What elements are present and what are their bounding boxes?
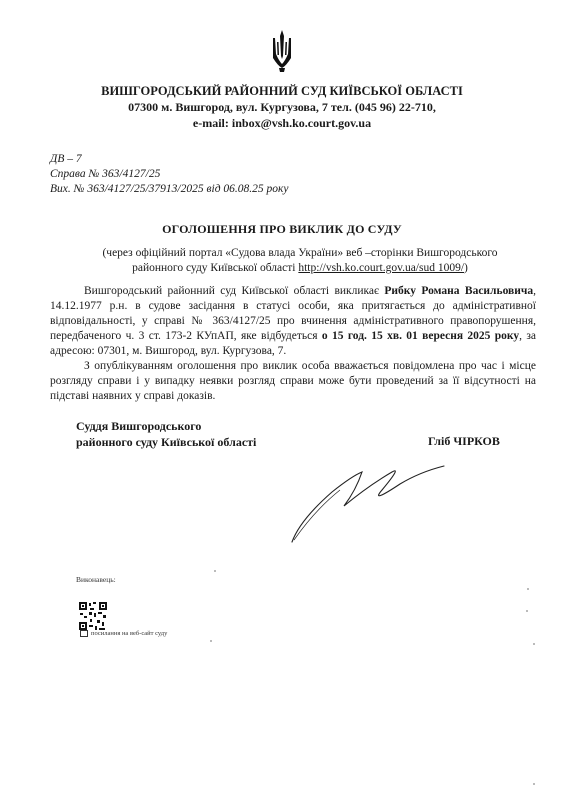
subtitle-close: ) <box>464 262 468 274</box>
court-email: e-mail: inbox@vsh.ko.court.gov.ua <box>192 116 372 130</box>
hearing-datetime: о 15 год. 15 хв. 01 вересня 2025 року <box>321 330 520 342</box>
summons-text-3: , за адресою: 07301, м. Вишгород, вул. Кургузова, 7. <box>50 330 536 357</box>
notification-paragraph: З опублікуванням оголошення про виклик особа вважається повідомлена про час і місце розгляду справи і у випадку неявки розгляд справи може бути проведений за її відсутності на підставі наявних у справі доказів. <box>50 360 536 402</box>
executor-label: Виконавець: <box>76 575 116 584</box>
document-code: ДВ – 7 <box>50 153 82 165</box>
summons-text-2: , 14.12.1977 р.н. в судове засідання в статусі особи, яка притягається до адміністративної відповідальності, у справі № 363/4127/25 про вчинення адміністративного правопорушення, передбаченого ч. 3 ст. 173-2 КУпАП, яке відбудеться <box>50 285 536 342</box>
trident-emblem-icon <box>271 28 293 74</box>
qr-caption-text: посилання на веб-сайт суду <box>91 630 168 637</box>
subtitle-text: (через офіційний портал «Судова влада України» веб –сторінки Вишгородського районного суду Київської області <box>102 247 498 274</box>
notice-subtitle <box>82 246 518 276</box>
scan-speck <box>533 643 535 645</box>
summons-text-1: Вишгородський районний суд Київської області викликає <box>84 285 385 297</box>
judge-name: Гліб ЧІРКОВ <box>428 434 500 448</box>
scan-speck <box>526 610 528 612</box>
case-number: Справа № 363/4127/25 <box>50 168 161 180</box>
scan-speck <box>214 570 216 572</box>
notice-body <box>50 284 536 404</box>
handwritten-signature <box>270 450 450 550</box>
judge-title <box>76 418 256 450</box>
court-name: ВИШГОРОДСЬКИЙ РАЙОННИЙ СУД КИЇВСЬКОЇ ОБЛАСТІ <box>101 84 463 98</box>
qr-caption <box>80 630 167 637</box>
link-icon <box>80 630 88 637</box>
scan-speck <box>527 588 529 590</box>
scan-speck <box>533 783 535 785</box>
court-address: 07300 м. Вишгород, вул. Кургузова, 7 тел. (045 96) 22-710, <box>128 100 436 114</box>
summoned-person-name: Рибку Романа Васильовича <box>384 285 534 297</box>
judge-title-line2: районного суду Київської області <box>76 435 257 449</box>
judge-title-line1: Суддя Вишгородського <box>76 419 202 433</box>
scan-speck <box>210 640 212 642</box>
summons-paragraph <box>50 284 536 359</box>
notice-title: ОГОЛОШЕННЯ ПРО ВИКЛИК ДО СУДУ <box>162 222 402 236</box>
qr-code-icon[interactable] <box>78 601 108 631</box>
outgoing-number: Вих. № 363/4127/25/37913/2025 від 06.08.25 року <box>50 183 289 195</box>
court-website-link[interactable]: http://vsh.ko.court.gov.ua/sud 1009/ <box>298 262 465 274</box>
